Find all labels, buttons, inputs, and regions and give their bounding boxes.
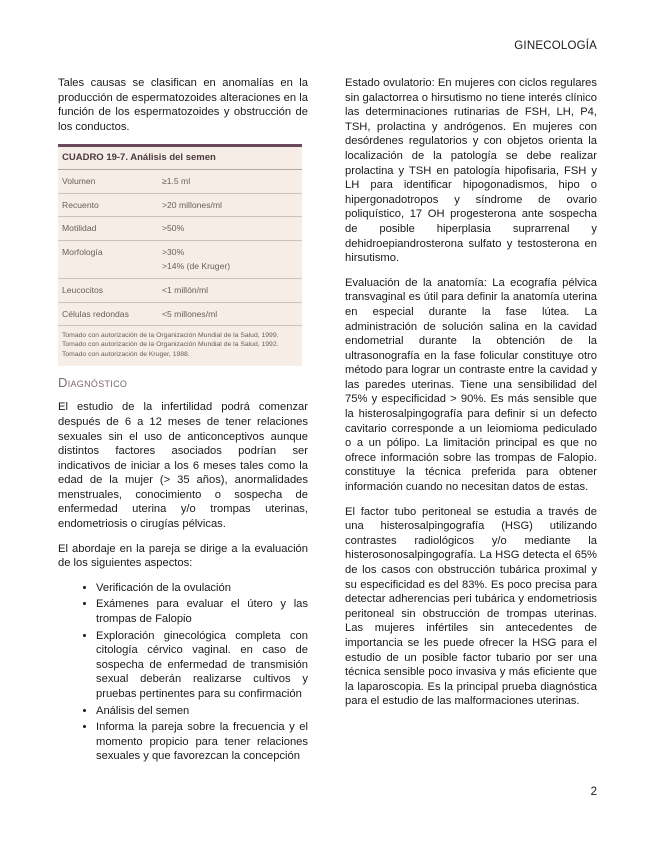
table-row <box>58 217 302 241</box>
table-cell-value: >20 millones/ml <box>162 199 222 210</box>
table-cell-value: <5 millones/ml <box>162 308 218 319</box>
table-cell-value: ≥1.5 ml <box>162 175 191 186</box>
table-footnote: Tomado con autorización de la Organización Mundial de la Salud, 1999. <box>62 332 279 340</box>
list-item: • Verificación de la ovulación <box>96 581 308 596</box>
table-cell-label: Recuento <box>62 199 99 210</box>
table-row <box>58 194 302 218</box>
table-cell-value-line: >14% (de Kruger) <box>162 261 231 272</box>
page-number: 2 <box>590 786 597 798</box>
left-column <box>58 76 308 766</box>
approach-paragraph: El abordaje en la pareja se dirige a la evaluación de los siguientes aspectos: <box>58 542 308 570</box>
intro-paragraph: Tales causas se clasifican en anomalías en la producción de espermatozoides alteraciones en la función de los espermatozoides y obstrucción de los conductos. <box>58 77 308 133</box>
table-row <box>58 303 302 327</box>
table-cell-value: >50% <box>162 223 185 234</box>
table-footnote: Tomado con autorización de Kruger, 1988. <box>62 350 190 358</box>
evaluation-list <box>58 581 308 764</box>
table-title: CUADRO 19-7. Análisis del semen <box>58 144 302 170</box>
table-cell-label: Leucocitos <box>62 284 104 295</box>
table-cell-value-line: >30% <box>162 246 185 257</box>
semen-analysis-table <box>58 144 302 365</box>
diagnosis-paragraph: El estudio de la infertilidad podrá comenzar después de 6 a 12 meses de tener relaciones sexuales sin el uso de anticonceptivos aunque distintos factores asociados podrían ser indicativos de iniciar a los 6 meses tales como la edad de la mujer (> 35 años), anormalidades menstruales, conocimiento o sospecha de enfermedad uterina y/o trompas uterinas, endometriosis o cirugías pélvicas. <box>58 401 308 531</box>
list-item: • Exámenes para evaluar el útero y las trompas de Falopio <box>96 597 308 626</box>
running-header: GINECOLOGÍA <box>514 40 597 52</box>
table-cell-label: Volumen <box>62 175 96 186</box>
table-cell-label: Morfología <box>62 246 103 257</box>
section-title-diagnostico: Diagnóstico <box>58 374 128 390</box>
list-item: • Informa la pareja sobre la frecuencia y el momento propicio para tener relaciones sexuales y que favorezcan la concepción <box>96 720 308 764</box>
table-cell-value <box>162 245 298 274</box>
right-column <box>345 76 597 719</box>
table-footnote: Tomado con autorización de la Organización Mundial de la Salud, 1992. <box>62 341 279 349</box>
table-row <box>58 279 302 303</box>
table-row <box>58 241 302 279</box>
tubal-factor-paragraph: El factor tubo peritoneal se estudia a través de una histerosalpingografía (HSG) utilizando contrastes radiológicos y/o mediante la histerosonosalpingografía. La HSG detecta el 65% de los casos con obstrucción tubárica proximal y su especificidad es del 83%. Es poco precisa para detectar adherencias peri tubárica y endometriosis peritoneal sin obstrucción de trompas uterinas. Las mujeres infértiles sin antecedentes de importancia se les puede ofrecer la HSG para el estudio de un posible factor tubario por ser una técnica sensible poco invasiva y más eficiente que la laparoscopia. Es la principal prueba diagnóstica para el estudio de las malformaciones uterinas. <box>345 505 597 708</box>
table-cell-label: Motilidad <box>62 223 97 234</box>
list-item: • Exploración ginecológica completa con citología cérvico vaginal. en caso de sospecha de enfermedad de transmisión sexual deberán realizarse cultivos y pruebas pertinentes para su confirmación <box>96 629 308 702</box>
table-cell-label: Células redondas <box>62 308 129 319</box>
list-item: • Análisis del semen <box>96 704 308 719</box>
table-footnotes <box>58 326 302 366</box>
anatomy-paragraph: Evaluación de la anatomía: La ecografía pélvica transvaginal es útil para definir la anatomía uterina en especial durante la fase lútea. La administración de solución salina en la cavidad endometrial durante la obtención de la ultrasonografía en la fase folicular constituye otro método para lograr un contraste entre la cavidad y las paredes uterinas. Tiene una sensibilidad del 75% y especificidad > 90%. Es más sensible que la histerosalpingografía para definir si un defecto cavitario corresponde a un leiomioma pediculado o a un pólipo. La limitación principal es que no ofrece información sobre las trompas de Falopio. constituye la técnica preferida para obtener información cuando no necesitan datos de estas. <box>345 276 597 494</box>
table-cell-value: <1 millón/ml <box>162 284 209 295</box>
ovulatory-paragraph: Estado ovulatorio: En mujeres con ciclos regulares sin galactorrea o hirsutismo no tiene interés clínico las determinaciones rutinarias de FSH, LH, P4, TSH, prolactina y andrógenos. En mujeres con desórdenes regulatorios y con objetos orienta la localización de la patología se debe realizar prolactina y TSH en patología hipofisaria, FSH y LH para identificar hipogonadismos, hipo o hipergonadotropos y síndrome de ovario poliquístico, 17 OH progesterona ante sospecha de posible hiperplasia suprarrenal y dehidroepiandrosterona sulfato y testosterona en hirsutismo. <box>345 77 597 265</box>
table-row <box>58 170 302 194</box>
